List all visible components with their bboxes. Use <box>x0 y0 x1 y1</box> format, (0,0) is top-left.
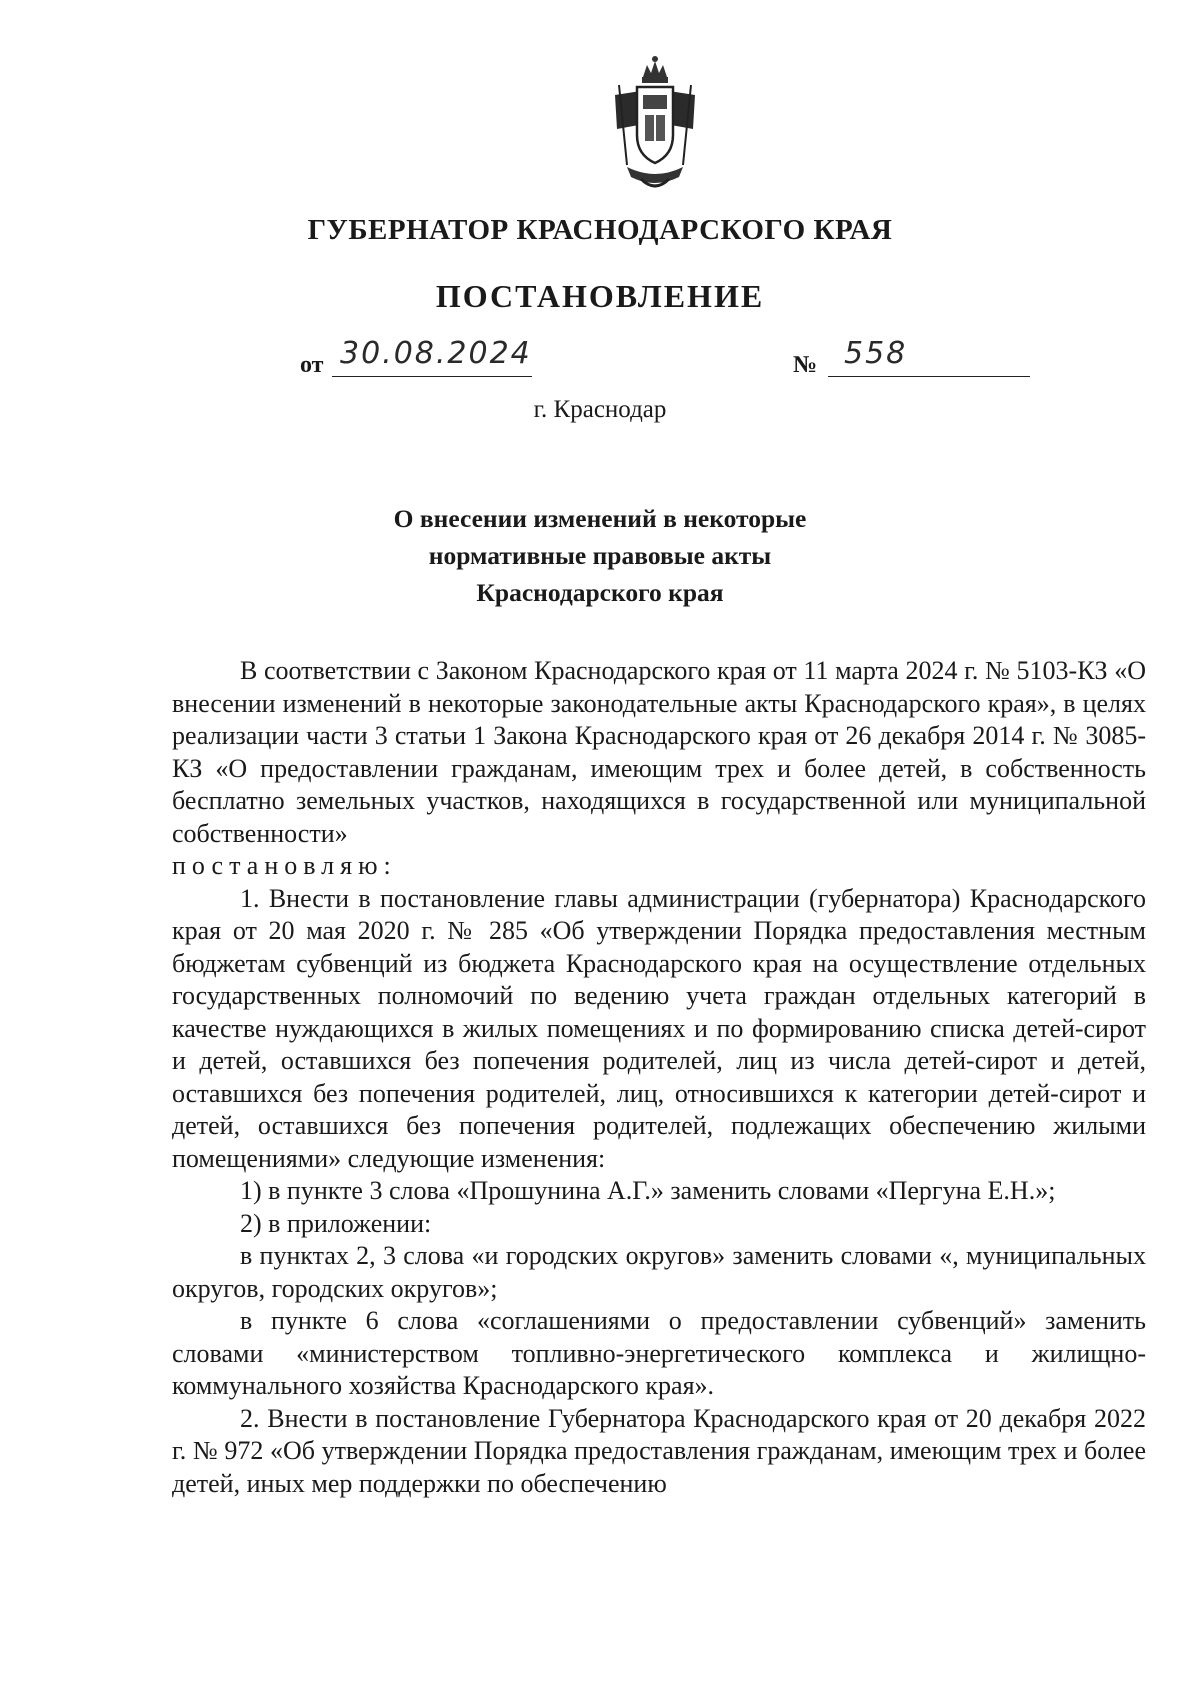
krasnodar-coat-of-arms-icon <box>605 55 705 195</box>
subject-line: О внесении изменений в некоторые <box>393 504 807 533</box>
city: г. Краснодар <box>533 396 667 423</box>
item-1-subitem-1: 1) в пункте 3 слова «Прошунина А.Г.» заменить словами «Пергуна Е.Н.»; <box>240 1176 1056 1205</box>
item-1-subitem-2: 2) в приложении: <box>240 1208 432 1238</box>
preamble-paragraph: В соответствии с Законом Краснодарского края от 11 марта 2024 г. № 5103-КЗ «О внесении изменений в некоторые законодательные акты Краснодарского края», в целях реализации части 3 статьи 1 Закона Краснодарского края от 26 декабря 2014 г. № 3085-КЗ «О предоставлении гражданам, имеющим трех и более детей, в собственность бесплатно земельных участков, находящихся в государственной или муниципальной собственности» <box>172 656 1146 848</box>
item-1-subitem-2b: в пункте 6 слова «соглашениями о предоставлении субвенций» заменить словами «министерством топливно-энергетического комплекса и жилищно-коммунального хозяйства Краснодарского края». <box>172 1306 1146 1400</box>
handwritten-date: 30.08.2024 <box>340 336 532 371</box>
date-number-line <box>0 336 1200 380</box>
date-prefix: от <box>300 352 324 378</box>
item-2-paragraph: 2. Внести в постановление Губернатора Краснодарского края от 20 декабря 2022 г. № 972 «Об утверждении Порядка предоставления гражданам, имеющим трех и более детей, иных мер поддержки по обеспечению <box>172 1403 1146 1498</box>
number-field <box>828 336 1030 377</box>
document-body <box>172 655 1146 1500</box>
document-type: ПОСТАНОВЛЕНИЕ <box>435 278 765 314</box>
item-1-paragraph: 1. Внести в постановление главы администрации (губернатора) Краснодарского края от 20 мая 2020 г. № 285 «Об утверждении Порядка предоставления местным бюджетам субвенций из бюджета Краснодарского края на осуществление отдельных государственных полномочий по ведению учета граждан отдельных категорий в качестве нуждающихся в жилых помещениях и по формированию списка детей-сирот и детей, оставшихся без попечения родителей, лиц из числа детей-сирот и детей, оставшихся без попечения родителей, лиц, относившихся к категории детей-сирот и детей, оставшихся без попечения родителей, подлежащих обеспечению жилыми помещениями» следующие изменения: <box>172 883 1146 1173</box>
issuing-authority: ГУБЕРНАТОР КРАСНОДАРСКОГО КРАЯ <box>307 214 893 246</box>
item-1-subitem-2a: в пунктах 2, 3 слова «и городских округов» заменить словами «, муниципальных округов, городских округов»; <box>172 1241 1146 1303</box>
subject-line: Краснодарского края <box>476 578 724 607</box>
number-prefix: № <box>793 352 818 378</box>
date-field <box>332 336 532 377</box>
resolve-word: постановляю: <box>172 851 397 880</box>
subject-line: нормативные правовые акты <box>428 541 772 570</box>
document-subject <box>0 500 1200 611</box>
handwritten-number: 558 <box>844 336 908 371</box>
